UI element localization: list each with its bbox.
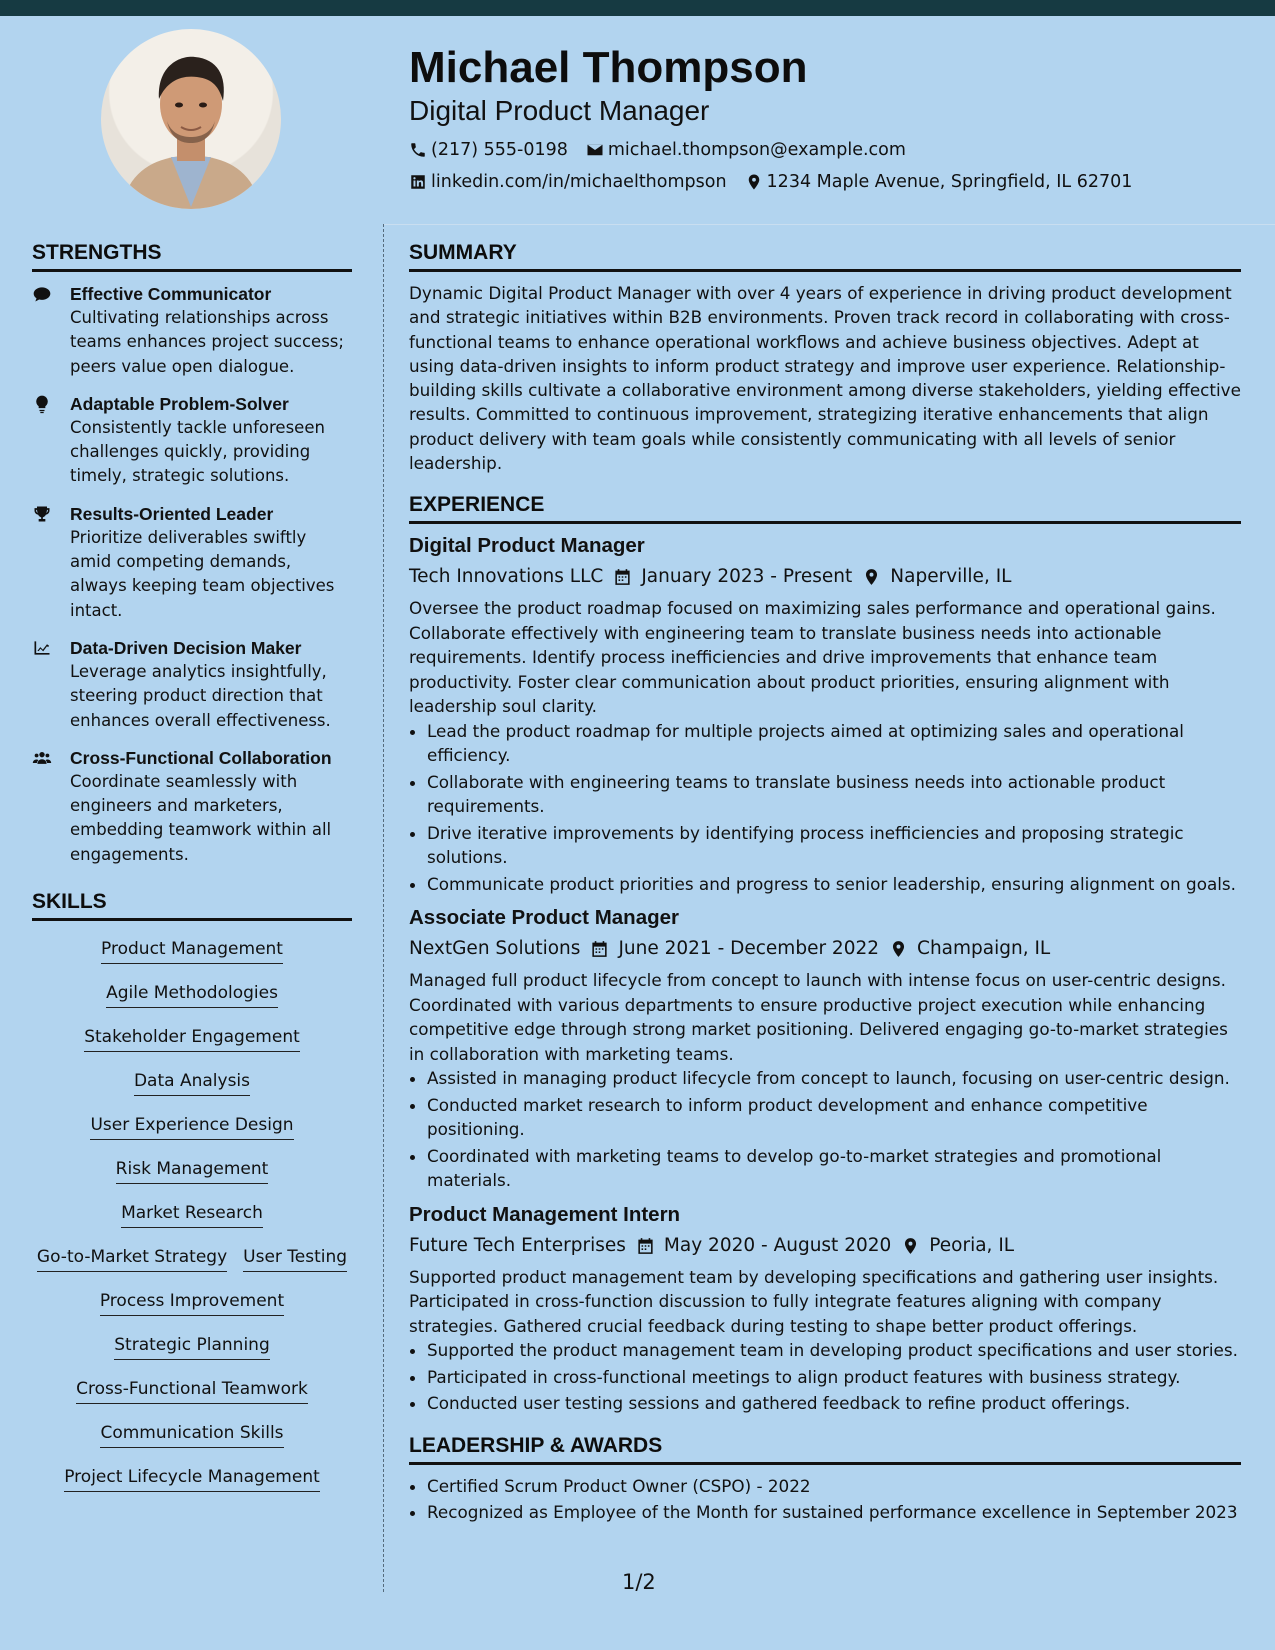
job-meta	[409, 933, 1241, 965]
job-title: Product Management Intern	[409, 1202, 681, 1226]
job-bullet: • Conducted user testing sessions and gathered feedback to refine product offerings.	[427, 1391, 1241, 1416]
strengths-heading: STRENGTHS	[32, 240, 352, 272]
job-bullets	[409, 719, 1241, 897]
skills-section	[32, 889, 352, 1503]
strength-title: Results-Oriented Leader	[70, 503, 274, 524]
job-bullet: • Conducted market research to inform product development and enhance competitive positioning.	[427, 1093, 1241, 1142]
line-chart-icon	[32, 638, 52, 658]
skill-tag: Stakeholder Engagement	[84, 1024, 300, 1052]
skill-tag: Cross-Functional Teamwork	[76, 1376, 308, 1404]
job-description: Oversee the product roadmap focused on maximizing sales performance and operational gains. Collaborate effectively with engineering team to translate business needs into actionable requirements. Identify process inefficiencies and drive improvements that enhance team productivity. Foster clear communication about product priorities, ensuring alignment with leadership soul clarity.	[409, 598, 1216, 717]
award-item: • Certified Scrum Product Owner (CSPO) - 2022	[427, 1473, 1241, 1500]
job-bullets	[409, 1338, 1241, 1416]
strength-desc: Cultivating relationships across teams enhances project success; peers value open dialogue.	[70, 308, 344, 376]
profile-photo	[101, 29, 281, 209]
job-bullet: • Assisted in managing product lifecycle from concept to launch, focusing on user-centric design.	[427, 1066, 1241, 1091]
job-meta	[409, 1230, 1241, 1262]
contact-phone[interactable]	[409, 134, 568, 166]
experience-heading: EXPERIENCE	[409, 492, 1241, 524]
awards-list	[409, 1473, 1241, 1526]
job-bullet: • Drive iterative improvements by identifying process inefficiencies and proposing strategic solutions.	[427, 821, 1241, 870]
strength-desc: Leverage analytics insightfully, steering product direction that enhances overall effectiveness.	[70, 661, 331, 730]
job-bullets	[409, 1066, 1241, 1193]
page-number: 1/2	[622, 1570, 656, 1594]
left-column	[32, 240, 352, 1503]
contact-address	[745, 166, 1133, 198]
trophy-icon	[32, 504, 52, 524]
contact-row-2	[409, 166, 1249, 198]
strength-title: Effective Communicator	[70, 284, 272, 304]
job-bullet: • Lead the product roadmap for multiple projects aimed at optimizing sales and operational efficiency.	[427, 719, 1241, 768]
job-entry	[409, 1200, 1241, 1416]
skill-tag: Market Research	[121, 1200, 263, 1228]
job-dates: May 2020 - August 2020	[663, 1234, 892, 1256]
job-location: Champaign, IL	[917, 938, 1051, 960]
job-bullet: • Participated in cross-functional meetings to align product features with business strategy.	[427, 1365, 1241, 1390]
users-icon	[32, 748, 52, 768]
strength-desc: Consistently tackle unforeseen challenges quickly, providing timely, strategic solutions.	[70, 417, 325, 486]
skill-tag: Risk Management	[116, 1156, 269, 1184]
skill-tag: Product Management	[101, 936, 283, 964]
strength-item	[32, 746, 352, 867]
job-dates: June 2021 - December 2022	[618, 938, 880, 960]
calendar-icon	[590, 939, 609, 959]
resume-header	[409, 42, 1249, 198]
strength-desc: Coordinate seamlessly with engineers and marketers, embedding teamwork within all engagements.	[70, 771, 332, 864]
skill-tag: Agile Methodologies	[106, 980, 278, 1008]
candidate-name: Michael Thompson	[409, 43, 808, 92]
right-column	[409, 240, 1241, 1526]
job-bullet: • Coordinated with marketing teams to develop go-to-market strategies and promotional materials.	[427, 1144, 1241, 1193]
map-pin-icon	[862, 567, 881, 587]
contact-linkedin[interactable]	[409, 166, 727, 198]
strength-item	[32, 636, 352, 733]
calendar-icon	[636, 1236, 655, 1256]
job-company: NextGen Solutions	[409, 938, 581, 960]
skill-tag: Data Analysis	[134, 1068, 250, 1096]
email-text: michael.thompson@example.com	[607, 140, 906, 160]
envelope-icon	[586, 141, 604, 159]
skill-tag: User Experience Design	[90, 1112, 293, 1140]
calendar-icon	[613, 567, 632, 587]
strength-item	[32, 502, 352, 623]
skill-tag: Go-to-Market Strategy	[37, 1244, 227, 1272]
job-company: Future Tech Enterprises	[409, 1234, 626, 1256]
strength-desc: Prioritize deliverables swiftly amid competing demands, always keeping team objectives intact.	[70, 527, 335, 620]
contact-email[interactable]	[586, 134, 906, 166]
skills-heading: SKILLS	[32, 889, 352, 921]
top-bar	[0, 0, 1275, 16]
strength-title: Data-Driven Decision Maker	[70, 637, 302, 658]
map-pin-icon	[901, 1236, 920, 1256]
skill-tag: Project Lifecycle Management	[64, 1464, 320, 1492]
job-bullet: • Communicate product priorities and progress to senior leadership, ensuring alignment on goals.	[427, 872, 1241, 897]
lightbulb-icon	[32, 394, 52, 414]
map-pin-icon	[745, 173, 763, 191]
contact-row-1	[409, 134, 1249, 166]
linkedin-text: linkedin.com/in/michaelthompson	[431, 172, 727, 192]
awards-heading: LEADERSHIP & AWARDS	[409, 1433, 1241, 1465]
map-pin-icon	[889, 939, 908, 959]
job-company: Tech Innovations LLC	[409, 566, 604, 588]
skills-list	[32, 931, 352, 1503]
phone-icon	[409, 141, 427, 159]
candidate-title: Digital Product Manager	[409, 95, 710, 126]
summary-text: Dynamic Digital Product Manager with over 4 years of experience in driving product development and strategic initiatives within B2B environments. Proven track record in collaborating with cross-functional teams to enhance operational workflows and achieve business objectives. Adept at using data-driven insights to inform product strategy and improve user experience. Relationship-building skills cultivate a collaborative environment among diverse stakeholders, yielding effective results. Committed to continuous improvement, strategizing iterative enhancements that align product delivery with team goals while consistently communicating with all levels of senior leadership.	[409, 283, 1241, 474]
summary-heading: SUMMARY	[409, 240, 1241, 272]
column-divider	[383, 224, 384, 1592]
job-entry	[409, 903, 1241, 1193]
address-text: 1234 Maple Avenue, Springfield, IL 62701	[766, 172, 1133, 192]
strength-item	[32, 282, 352, 379]
phone-text: (217) 555-0198	[431, 140, 568, 160]
job-entry	[409, 531, 1241, 896]
job-meta	[409, 561, 1241, 593]
job-description: Managed full product lifecycle from concept to launch with intense focus on user-centric designs. Coordinated with various departments to ensure productive project execution while enhancing competitive edge through strong market positioning. Delivered engaging go-to-market strategies in collaboration with marketing teams.	[409, 970, 1228, 1064]
skill-tag: Strategic Planning	[114, 1332, 269, 1360]
job-location: Peoria, IL	[929, 1234, 1015, 1256]
header-divider	[384, 224, 1275, 225]
strength-title: Cross-Functional Collaboration	[70, 747, 332, 768]
strengths-list	[32, 282, 352, 867]
skill-tag: Process Improvement	[100, 1288, 284, 1316]
strength-title: Adaptable Problem-Solver	[70, 393, 289, 414]
job-dates: January 2023 - Present	[641, 566, 853, 588]
job-bullet: • Supported the product management team in developing product specifications and user stories.	[427, 1338, 1241, 1363]
skill-tag: User Testing	[243, 1244, 347, 1272]
job-location: Naperville, IL	[890, 566, 1012, 588]
skill-tag: Communication Skills	[100, 1420, 283, 1448]
job-title: Digital Product Manager	[409, 534, 645, 558]
strength-item	[32, 392, 352, 489]
linkedin-icon	[409, 173, 427, 191]
job-bullet: • Collaborate with engineering teams to translate business needs into actionable product requirements.	[427, 770, 1241, 819]
job-title: Associate Product Manager	[409, 906, 679, 930]
speech-bubble-icon	[32, 284, 52, 304]
award-item: • Recognized as Employee of the Month for sustained performance excellence in September 2023	[427, 1499, 1241, 1526]
awards-section	[409, 1433, 1241, 1526]
experience-section	[409, 492, 1241, 1416]
job-description: Supported product management team by developing specifications and gathering user insights. Participated in cross-function discussion to fully integrate features aligning with company strategies. Gathered crucial feedback during testing to shape better product offerings.	[409, 1266, 1219, 1336]
